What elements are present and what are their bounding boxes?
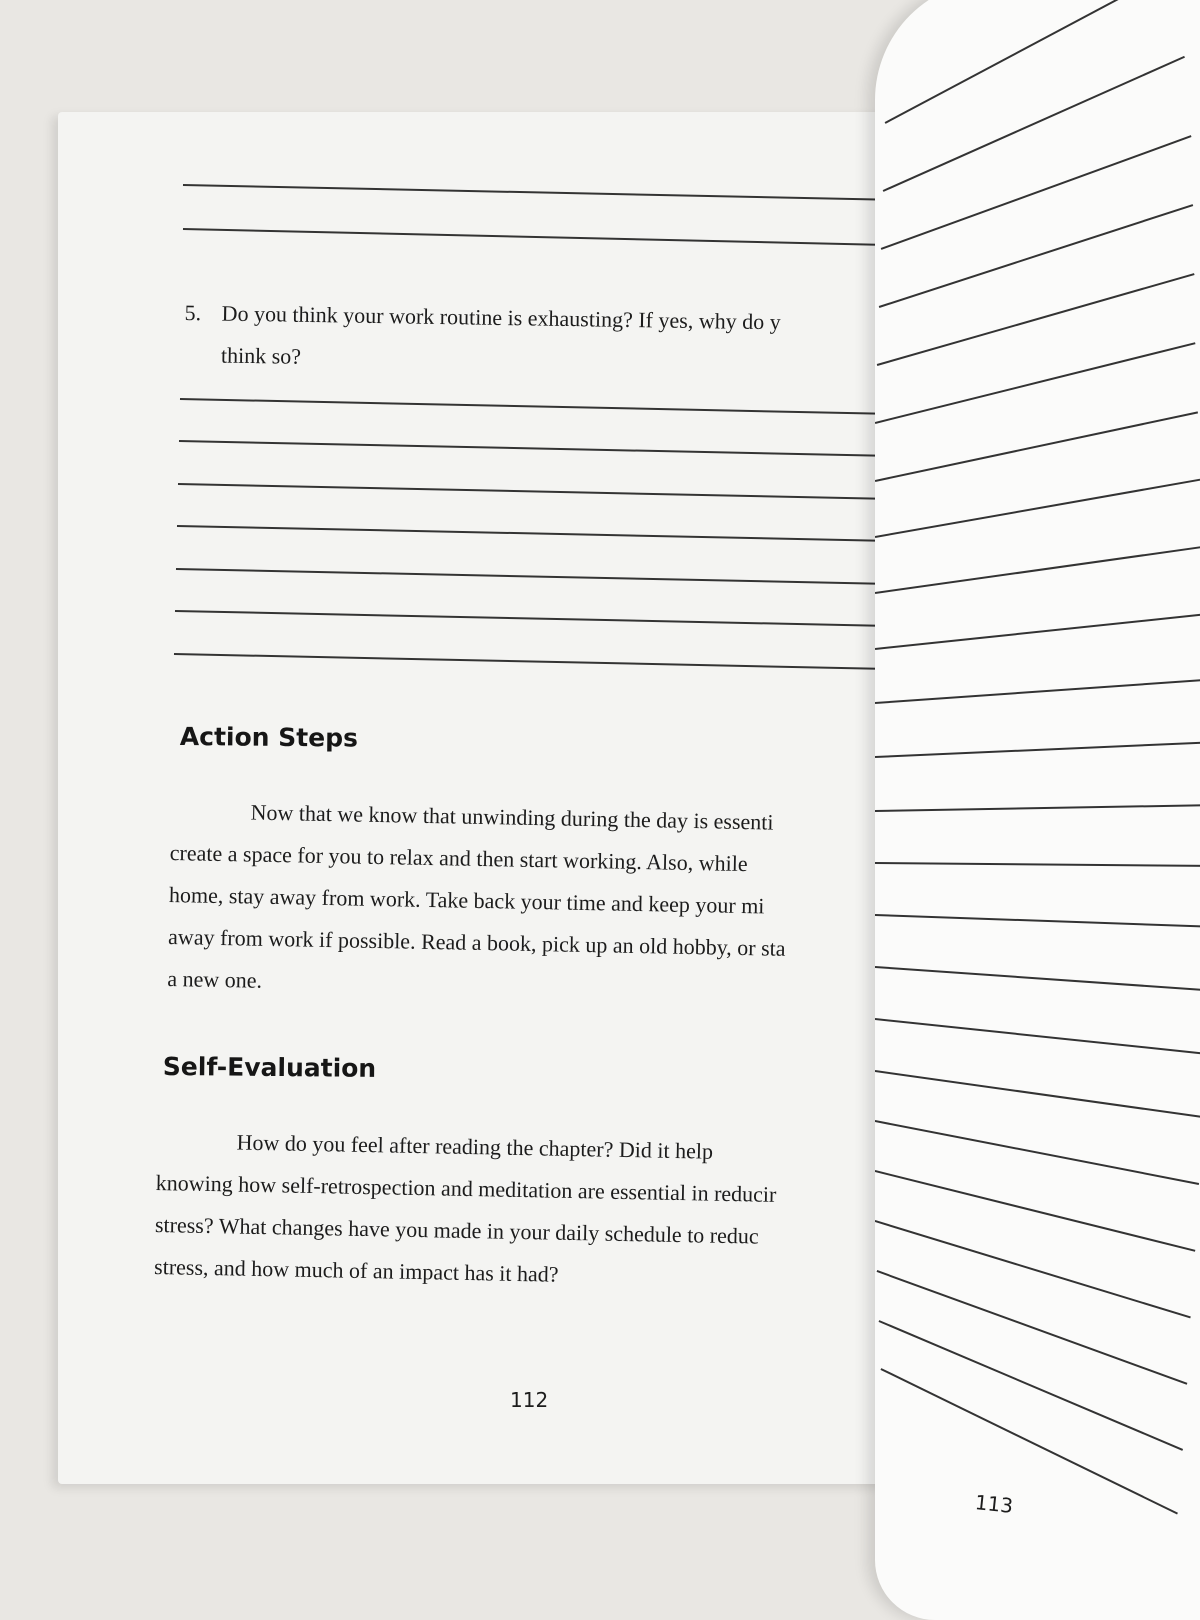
paragraph-line: away from work if possible. Read a book, pick up an old hobby, or sta: [167, 923, 786, 961]
writing-line: [885, 0, 1177, 124]
writing-line: [176, 568, 886, 584]
right-page-number: 113: [973, 1490, 1015, 1518]
writing-line: [875, 804, 1200, 811]
writing-line: [183, 228, 883, 245]
writing-line: [877, 1270, 1188, 1384]
writing-line: [875, 862, 1200, 866]
writing-line: [183, 184, 883, 200]
writing-line: [877, 273, 1195, 365]
writing-line: [875, 679, 1200, 704]
writing-line: [875, 742, 1200, 758]
writing-line: [883, 56, 1185, 192]
writing-line: [875, 1220, 1191, 1318]
paragraph-line: How do you feel after reading the chapter? Did it help: [236, 1129, 714, 1164]
writing-line: [881, 135, 1192, 249]
right-page: [875, 0, 1200, 1620]
paragraph-line: stress? What changes have you made in your daily schedule to reduc: [154, 1211, 759, 1249]
writing-line: [875, 914, 1200, 927]
writing-line: [875, 614, 1200, 650]
writing-line: [875, 1120, 1199, 1185]
writing-line: [875, 342, 1195, 423]
writing-line: [177, 525, 887, 541]
action-steps-paragraph: [167, 790, 891, 1014]
paragraph-line: Now that we know that unwinding during the day is essenti: [250, 799, 774, 835]
writing-line: [179, 440, 889, 456]
paragraph-line: knowing how self-retrospection and meditation are essential in reducir: [155, 1169, 777, 1207]
question-line-2: think so?: [220, 342, 302, 369]
paragraph-line: stress, and how much of an impact has it had?: [153, 1253, 559, 1287]
writing-line: [875, 1170, 1195, 1251]
action-steps-heading: Action Steps: [179, 722, 359, 753]
left-page-number: 112: [510, 1388, 549, 1412]
writing-line: [881, 1368, 1178, 1514]
paragraph-line: a new one.: [167, 965, 263, 993]
question-number: 5.: [184, 299, 202, 326]
question-5: [184, 292, 885, 387]
self-evaluation-paragraph: [154, 1120, 877, 1302]
writing-line: [175, 610, 885, 626]
writing-line: [875, 546, 1200, 594]
writing-line: [180, 398, 890, 414]
paragraph-line: home, stay away from work. Take back your time and keep your mi: [168, 881, 765, 919]
writing-line: [875, 479, 1200, 538]
paragraph-line: create a space for you to relax and then start working. Also, while: [169, 839, 748, 877]
writing-line: [178, 483, 888, 499]
writing-line: [879, 1320, 1183, 1450]
writing-line: [875, 1070, 1200, 1118]
writing-line: [174, 653, 884, 669]
writing-line: [875, 1018, 1200, 1054]
writing-line: [875, 966, 1200, 991]
question-line-1: Do you think your work routine is exhausting? If yes, why do y: [221, 300, 781, 335]
writing-line: [879, 204, 1193, 307]
self-evaluation-heading: Self-Evaluation: [162, 1052, 377, 1083]
writing-line: [875, 411, 1198, 481]
